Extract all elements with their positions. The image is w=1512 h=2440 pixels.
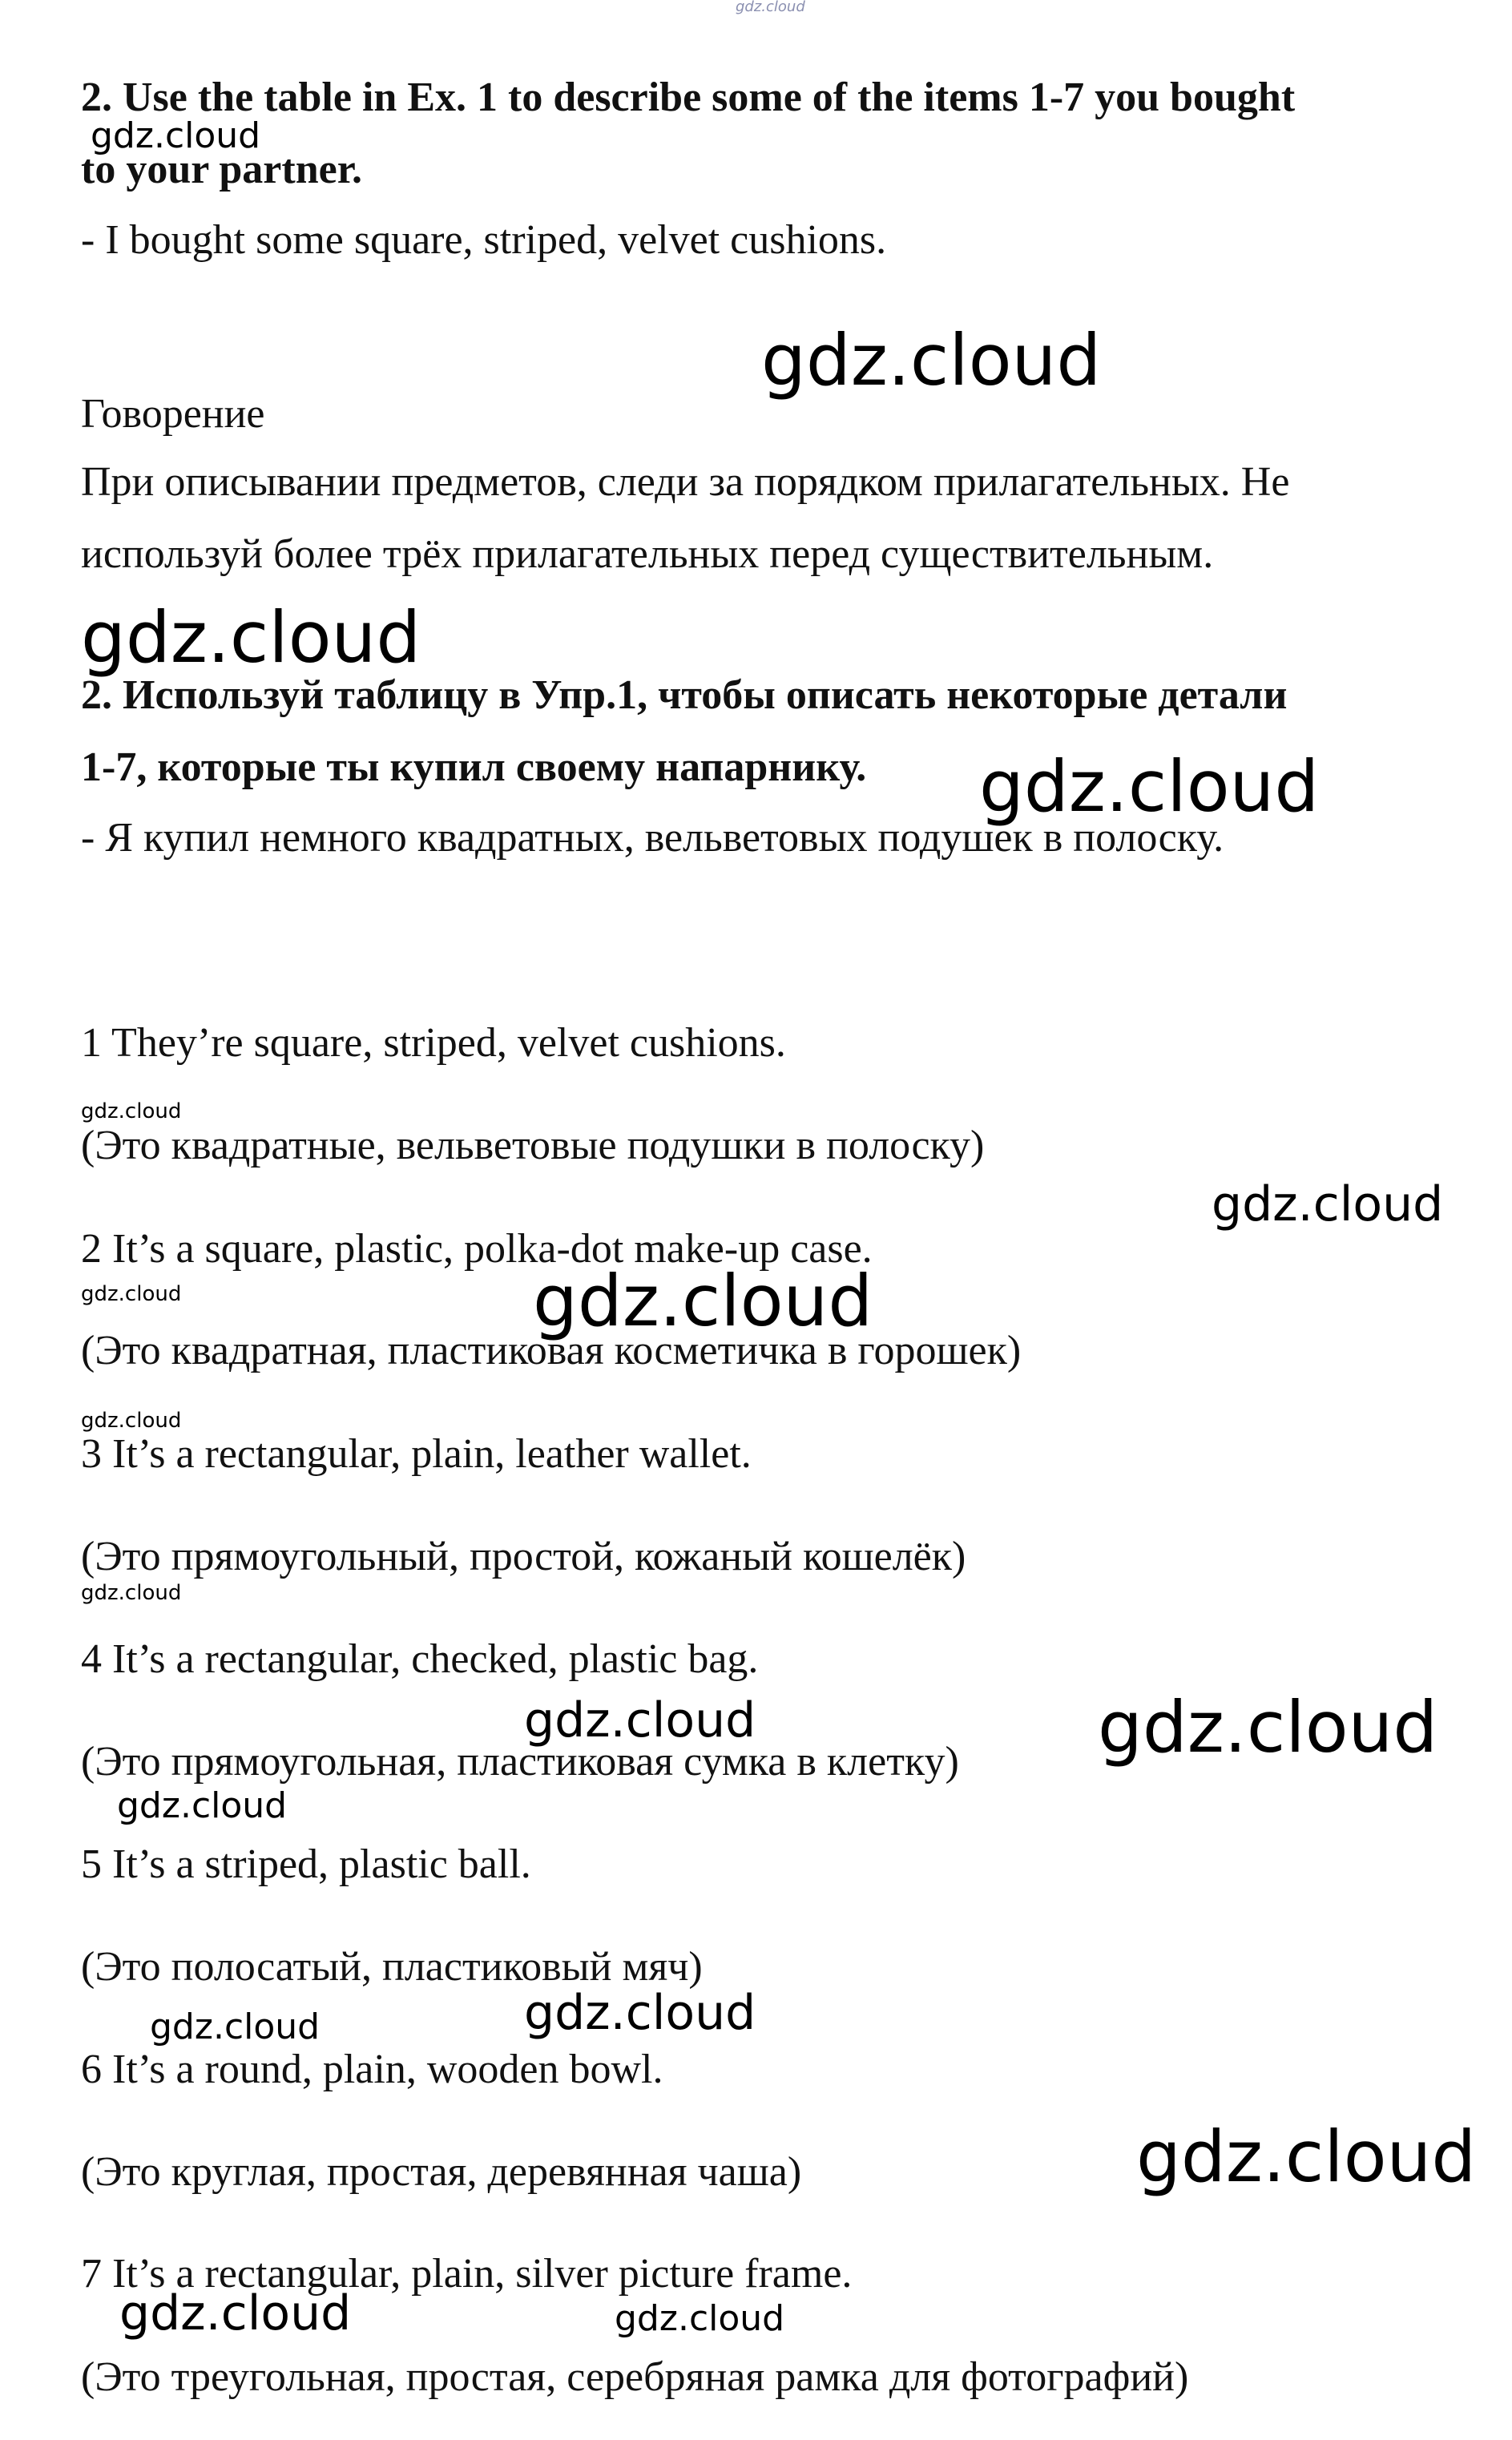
- answer-2-ru: (Это квадратная, пластиковая косметичка в горошек): [81, 1328, 1022, 1373]
- answer-1-en: 1 They’re square, striped, velvet cushions.: [81, 1020, 786, 1066]
- answer-1-ru: (Это квадратные, вельветовые подушки в полоску): [81, 1123, 985, 1168]
- watermark: gdz.cloud: [1098, 1686, 1438, 1768]
- watermark: gdz.cloud: [524, 1692, 756, 1748]
- watermark: gdz.cloud: [533, 1260, 873, 1342]
- watermark: gdz.cloud: [761, 319, 1102, 401]
- watermark: gdz.cloud: [150, 2006, 321, 2047]
- answer-3-en: 3 It’s a rectangular, plain, leather wallet.: [81, 1431, 752, 1477]
- answer-2-en: 2 It’s a square, plastic, polka-dot make-up case.: [81, 1226, 873, 1272]
- task-heading-ru-line2: 1-7, которые ты купил своему напарнику.: [81, 744, 867, 790]
- example-answer-ru: - Я купил немного квадратных, вельветовых подушек в полоску.: [81, 815, 1224, 861]
- watermark: gdz.cloud: [91, 115, 261, 156]
- tip-ru-line1: При описывании предметов, следи за порядком прилагательных. Не: [81, 459, 1290, 505]
- task-heading-en-line1: 2. Use the table in Ex. 1 to describe some of the items 1-7 you bought: [81, 75, 1296, 120]
- answer-4-ru: (Это прямоугольная, пластиковая сумка в клетку): [81, 1739, 959, 1785]
- watermark: gdz.cloud: [81, 596, 421, 679]
- answer-5-ru: (Это полосатый, пластиковый мяч): [81, 1944, 703, 1990]
- watermark: gdz.cloud: [736, 0, 805, 15]
- example-answer-en: - I bought some square, striped, velvet cushions.: [81, 217, 887, 263]
- watermark: gdz.cloud: [1212, 1176, 1444, 1232]
- answer-4-en: 4 It’s a rectangular, checked, plastic bag.: [81, 1636, 759, 1682]
- answer-6-ru: (Это круглая, простая, деревянная чаша): [81, 2149, 802, 2195]
- watermark: gdz.cloud: [1136, 2115, 1477, 2198]
- watermark: gdz.cloud: [119, 2285, 352, 2341]
- watermark: gdz.cloud: [524, 1985, 756, 2041]
- task-heading-en-line2: to your partner.: [81, 147, 362, 192]
- answer-7-ru: (Это треугольная, простая, серебряная рамка для фотографий): [81, 2354, 1189, 2400]
- answer-3-ru: (Это прямоугольный, простой, кожаный кошелёк): [81, 1534, 966, 1579]
- watermark: gdz.cloud: [117, 1785, 288, 1826]
- watermark: gdz.cloud: [81, 1581, 182, 1605]
- watermark: gdz.cloud: [615, 2298, 785, 2339]
- answer-7-en: 7 It’s a rectangular, plain, silver picture frame.: [81, 2251, 853, 2297]
- tip-ru-line2: используй более трёх прилагательных перед существительным.: [81, 531, 1214, 577]
- watermark: gdz.cloud: [979, 745, 1320, 828]
- watermark: gdz.cloud: [81, 1099, 182, 1123]
- answer-6-en: 6 It’s a round, plain, wooden bowl.: [81, 2047, 663, 2092]
- watermark: gdz.cloud: [81, 1409, 182, 1433]
- answer-5-en: 5 It’s a striped, plastic ball.: [81, 1841, 531, 1887]
- task-heading-ru-line1: 2. Используй таблицу в Упр.1, чтобы описать некоторые детали: [81, 672, 1288, 718]
- section-label-ru: Говорение: [81, 391, 265, 437]
- watermark: gdz.cloud: [81, 1282, 182, 1306]
